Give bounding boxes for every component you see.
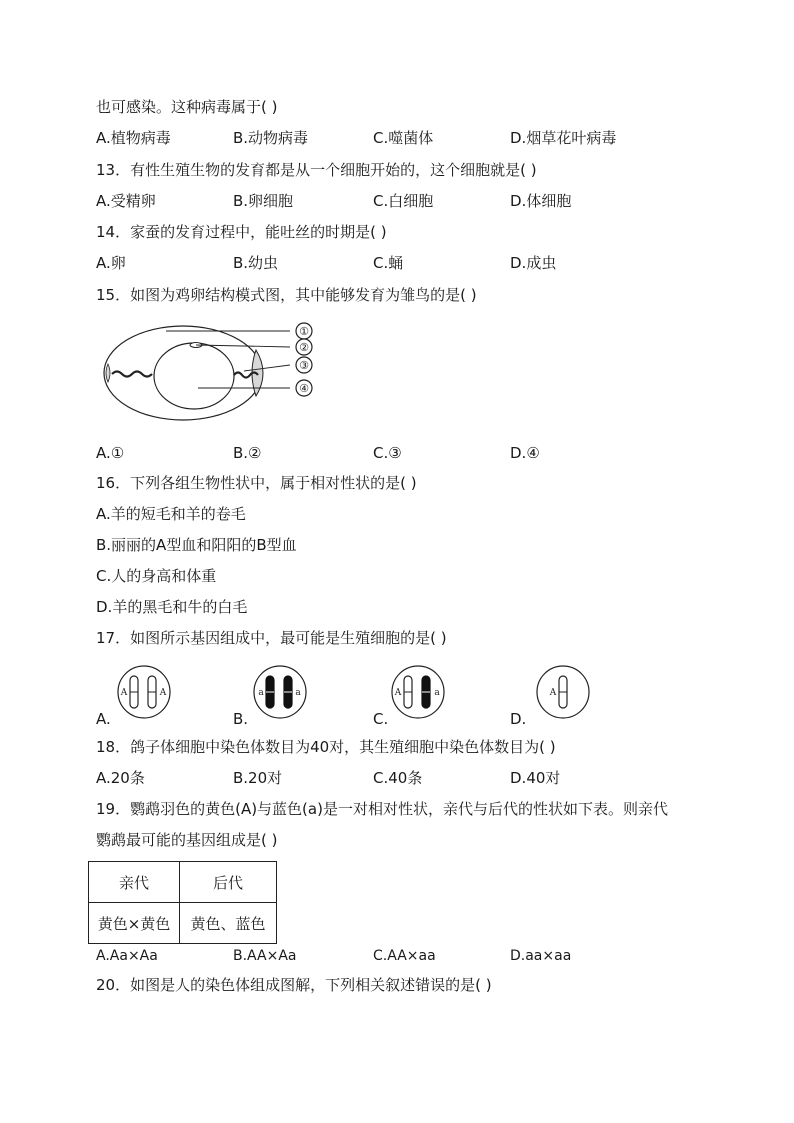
cell-a-gene-1: A [120,688,128,698]
cell-a-diagram [116,664,172,720]
cell-b-diagram [252,664,308,720]
egg-label-4-text: ④ [299,382,309,395]
q19-stem-line-2: 鹦鹉最可能的基因组成是( ) [96,831,278,849]
q15-option-d: D.④ [510,444,540,462]
q16-option-c: C.人的身高和体重 [96,567,217,585]
q15-option-a: A.① [96,444,125,462]
q12-option-a: A.植物病毒 [96,129,171,147]
cell-c-diagram [390,664,446,720]
q14-option-c: C.蛹 [373,254,404,272]
cell-b-gene-2: a [295,688,301,698]
q17-option-d: D. [510,710,527,728]
q13-option-d: D.体细胞 [510,192,572,210]
cell-d-diagram [535,664,591,720]
q15-stem: 15．如图为鸡卵结构模式图，其中能够发育为雏鸟的是( ) [96,286,477,304]
q18-option-c: C.40条 [373,769,423,787]
q18-stem: 18．鸽子体细胞中染色体数目为40对，其生殖细胞中染色体数目为( ) [96,738,556,756]
q20-stem: 20．如图是人的染色体组成图解，下列相关叙述错误的是( ) [96,976,492,994]
table-row [89,862,277,903]
q13-option-a: A.受精卵 [96,192,156,210]
table-row [89,903,277,944]
q19-option-c: C.AA×aa [373,948,436,964]
q18-option-b: B.20对 [233,769,283,787]
q12-stem: 也可感染。这种病毒属于( ) [96,98,278,116]
q19-option-a: A.Aa×Aa [96,948,158,964]
q16-option-d: D.羊的黑毛和牛的白毛 [96,598,248,616]
q16-option-b: B.丽丽的A型血和阳阳的B型血 [96,536,297,554]
egg-label-2-text: ② [299,341,309,354]
q16-option-a: A.羊的短毛和羊的卷毛 [96,505,246,523]
q19-stem-line-1: 19．鹦鹉羽色的黄色(A)与蓝色(a)是一对相对性状，亲代与后代的性状如下表。则亲代 [96,800,668,818]
q18-option-a: A.20条 [96,769,145,787]
q17-option-b: B. [233,710,249,728]
q17-option-c: C. [373,710,389,728]
egg-structure-diagram [100,318,325,423]
q13-option-b: B.卵细胞 [233,192,294,210]
q17-option-a: A. [96,710,111,728]
q15-option-c: C.③ [373,444,402,462]
egg-label-1-text: ① [299,325,309,338]
q12-option-c: C.噬菌体 [373,129,434,147]
q12-option-d: D.烟草花叶病毒 [510,129,617,147]
table-cell-offspring: 黄色、蓝色 [180,903,277,944]
q17-stem: 17．如图所示基因组成中，最可能是生殖细胞的是( ) [96,629,447,647]
q14-stem: 14．家蚕的发育过程中，能吐丝的时期是( ) [96,223,387,241]
q19-option-d: D.aa×aa [510,948,572,964]
cell-c-gene-1: A [394,688,402,698]
cell-c-gene-2: a [434,688,440,698]
q13-option-c: C.白细胞 [373,192,434,210]
cell-d-gene-1: A [549,688,557,698]
table-header-offspring: 后代 [180,862,277,903]
q14-option-d: D.成虫 [510,254,557,272]
q15-option-b: B.② [233,444,262,462]
q19-traits-table [88,861,277,944]
q16-stem: 16．下列各组生物性状中，属于相对性状的是( ) [96,474,417,492]
q14-option-a: A.卵 [96,254,126,272]
q14-option-b: B.幼虫 [233,254,279,272]
q12-option-b: B.动物病毒 [233,129,309,147]
table-header-parent: 亲代 [89,862,180,903]
cell-b-gene-1: a [258,688,264,698]
table-cell-parent: 黄色×黄色 [89,903,180,944]
q19-option-b: B.AA×Aa [233,948,297,964]
cell-a-gene-2: A [159,688,167,698]
q13-stem: 13．有性生殖生物的发育都是从一个细胞开始的，这个细胞就是( ) [96,161,537,179]
q18-option-d: D.40对 [510,769,561,787]
egg-label-3-text: ③ [299,359,309,372]
